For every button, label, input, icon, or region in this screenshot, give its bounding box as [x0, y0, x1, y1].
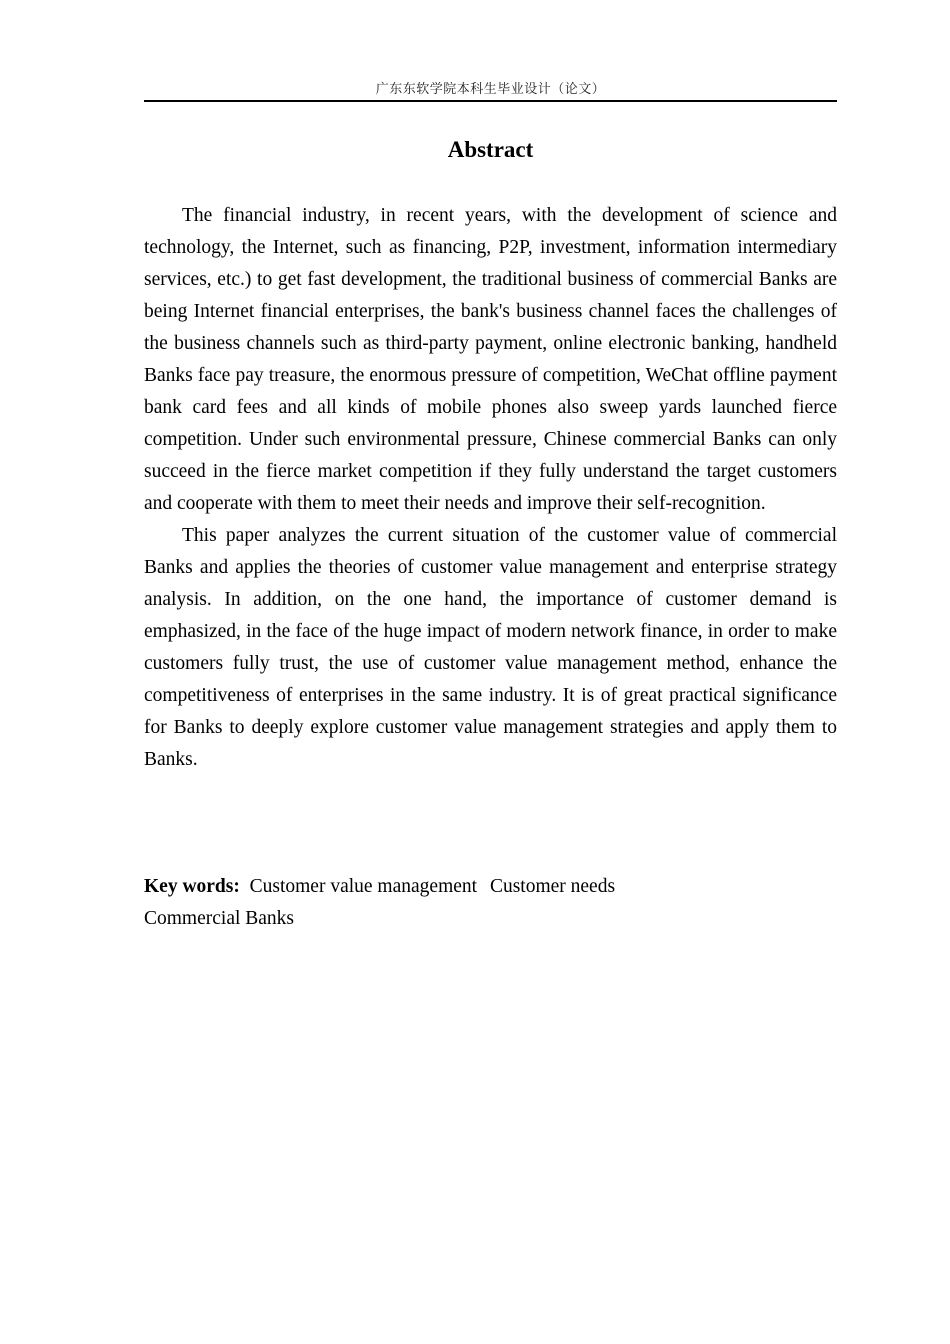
- abstract-paragraph-2: This paper analyzes the current situation of the customer value of commercial Banks and applies the theories of customer value management and enterprise strategy analysis. In addition, on the one hand, the importance of customer demand is emphasized, in the face of the huge impact of modern network finance, in order to make customers fully trust, the use of customer value management method, enhance the competitiveness of enterprises in the same industry. It is of great practical significance for Banks to deeply explore customer value management strategies and apply them to Banks.: [144, 525, 837, 770]
- abstract-title: Abstract: [447, 137, 534, 162]
- keywords-label: Key words:: [144, 876, 240, 897]
- header-rule: [144, 100, 837, 102]
- keyword-item: Commercial Banks: [144, 908, 295, 929]
- abstract-body: [144, 200, 837, 776]
- keyword-item: Customer needs: [489, 876, 616, 897]
- keywords: [144, 871, 704, 935]
- abstract-paragraph-1: The financial industry, in recent years, with the development of science and technology, the Internet, such as financing, P2P, investment, information intermediary services, etc.) to get fast development, the traditional business of commercial Banks are being Internet financial enterprises, the bank's business channel faces the challenges of the business channels such as third-party payment, online electronic banking, handheld Banks face pay treasure, the enormous pressure of competition, WeChat offline payment bank card fees and all kinds of mobile phones also sweep yards launched fierce competition. Under such environmental pressure, Chinese commercial Banks can only succeed in the fierce market competition if they fully understand the target customers and cooperate with them to meet their needs and improve their self-recognition.: [144, 205, 837, 514]
- keyword-item: Customer value management: [249, 876, 478, 897]
- running-header: 广东东软学院本科生毕业设计（论文）: [375, 82, 606, 97]
